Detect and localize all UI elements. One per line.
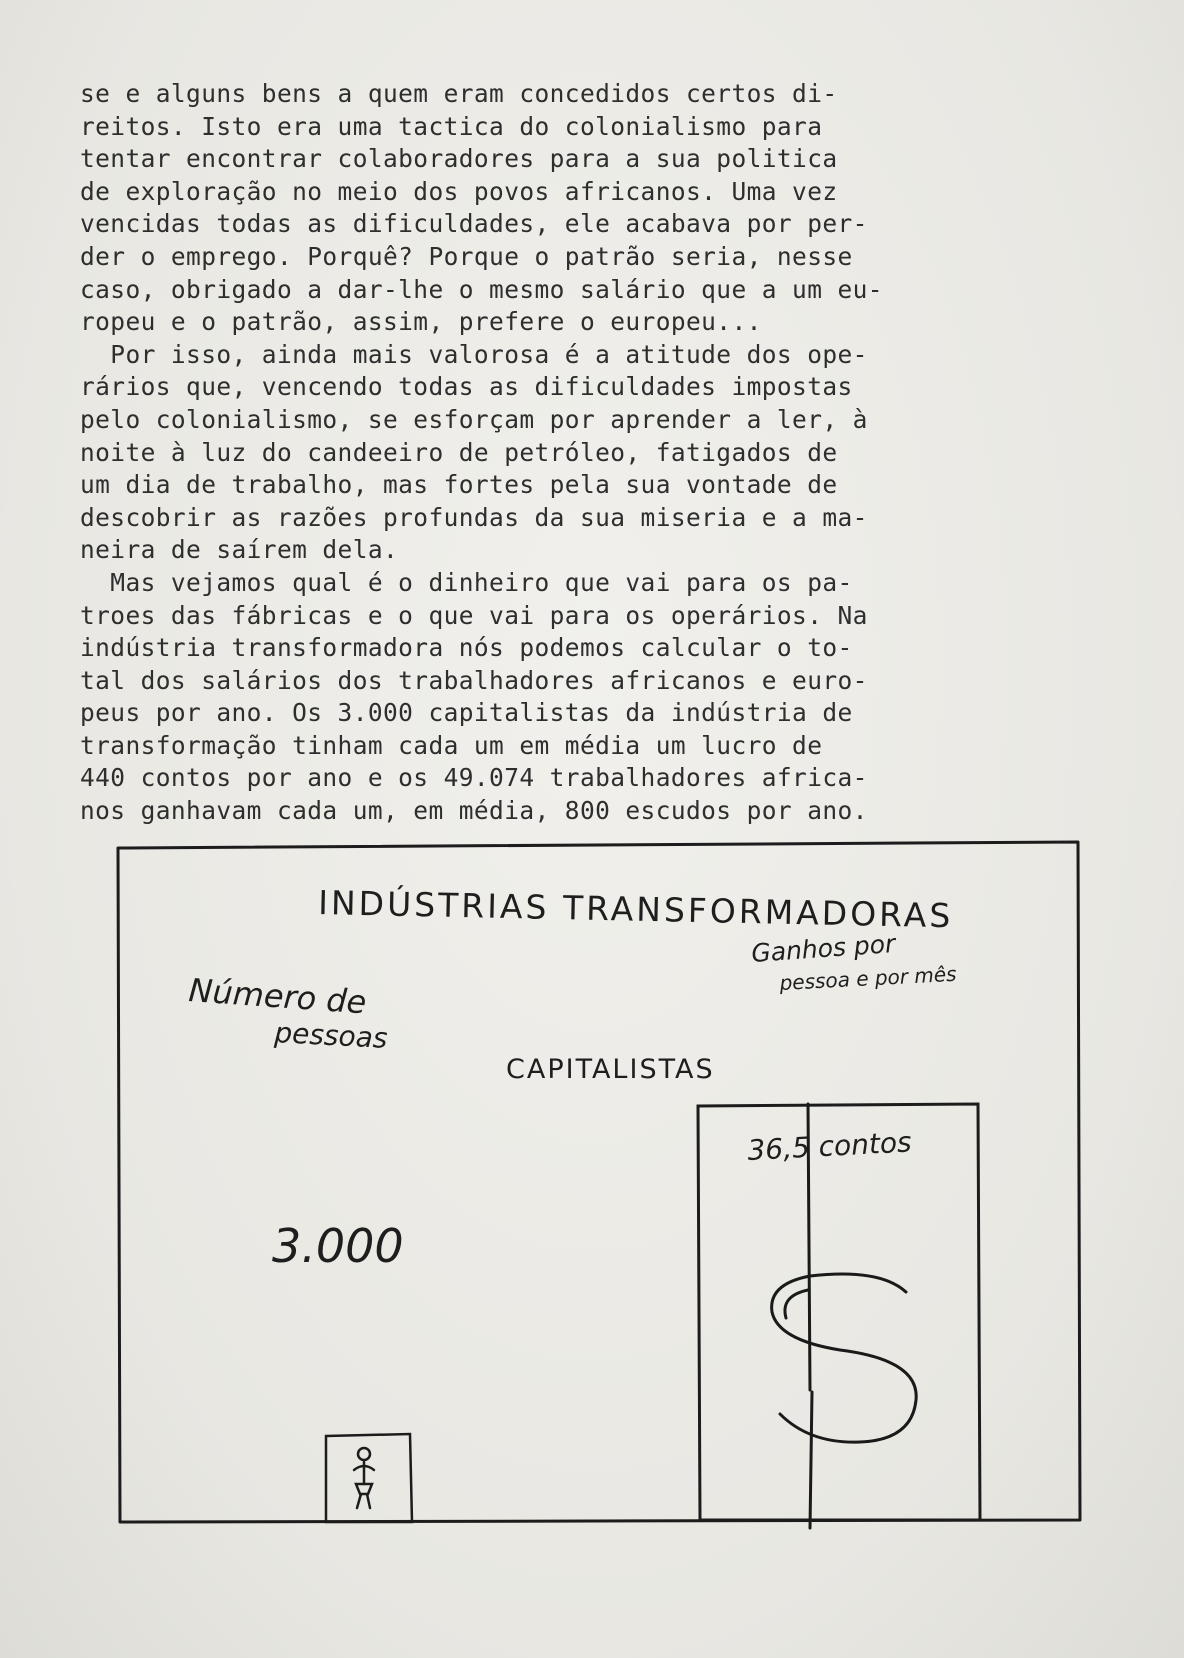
earnings-label-line1: Ganhos por [750, 929, 897, 968]
text-line: der o emprego. Porquê? Porque o patrão seria, nesse [80, 241, 853, 271]
capitalist-earnings: 36,5 contos [746, 1125, 913, 1167]
text-line: um dia de trabalho, mas fortes pela sua vontade de [80, 470, 838, 500]
text-line: nos ganhavam cada um, em média, 800 escudos por ano. [80, 796, 868, 826]
text-line: noite à luz do candeeiro de petróleo, fatigados de [80, 437, 838, 467]
text-line: pelo colonialismo, se esforçam por aprender a ler, à [80, 404, 868, 434]
capitalists-label: CAPITALISTAS [506, 1054, 715, 1085]
workers-box [326, 1434, 412, 1522]
text-line: tentar encontrar colaboradores para a sua politica [80, 144, 838, 174]
text-line: Por isso, ainda mais valorosa é a atitude dos ope- [80, 339, 868, 369]
number-label-line2: pessoas [273, 1016, 389, 1055]
text-line: vencidas todas as dificuldades, ele acabava por per- [80, 209, 868, 239]
text-line: tal dos salários dos trabalhadores africanos e euro- [80, 665, 868, 695]
text-line: descobrir as razões profundas da sua miseria e a ma- [80, 502, 868, 532]
dollar-sign-icon [772, 1104, 917, 1528]
text-line: Mas vejamos qual é o dinheiro que vai para os pa- [80, 567, 853, 597]
text-line: neira de saírem dela. [80, 535, 399, 565]
text-line: peus por ano. Os 3.000 capitalistas da indústria de [80, 698, 853, 728]
text-line: 440 contos por ano e os 49.074 trabalhadores africa- [80, 763, 868, 793]
text-line: ropeu e o patrão, assim, prefere o europeu... [80, 307, 762, 337]
text-line: troes das fábricas e o que vai para os operários. Na [80, 600, 868, 630]
text-line: indústria transformadora nós podemos calcular o to- [80, 633, 853, 663]
text-line: rários que, vencendo todas as dificuldades impostas [80, 372, 853, 402]
capitalists-box [698, 1104, 980, 1520]
diagram-frame [118, 842, 1080, 1522]
text-line: transformação tinham cada um em média um lucro de [80, 730, 823, 760]
earnings-label-line2: pessoa e por mês [779, 961, 958, 995]
capitalists-count: 3.000 [272, 1219, 404, 1273]
text-line: de exploração no meio dos povos africanos. Uma vez [80, 176, 838, 206]
text-line: caso, obrigado a dar-lhe o mesmo salário que a um eu- [80, 274, 883, 304]
number-label-line1: Número de [187, 971, 368, 1022]
stick-figure-icon [354, 1448, 374, 1508]
text-line: se e alguns bens a quem eram concedidos certos di- [80, 79, 838, 108]
text-line: reitos. Isto era uma tactica do colonialismo para [80, 111, 823, 141]
diagram-title: INDÚSTRIAS TRANSFORMADORAS [317, 883, 954, 936]
